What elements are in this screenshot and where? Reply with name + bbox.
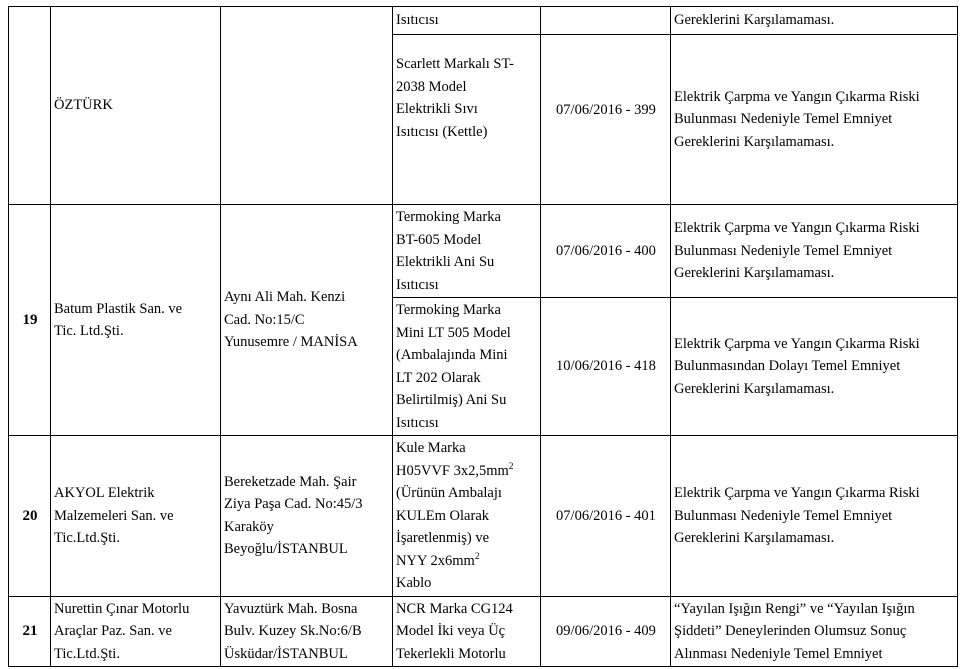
address-line: Cad. No:15/C [224, 311, 305, 328]
reason-cell [671, 298, 958, 436]
firm-cell [51, 205, 221, 436]
reason-cell [671, 35, 958, 205]
product-line: Termoking Marka [396, 302, 501, 318]
firm-line: Tic.Ltd.Şti. [54, 530, 120, 546]
product-line: Scarlett Markalı ST- [396, 56, 514, 72]
reason-line: Elektrik Çarpma ve Yangın Çıkarma Riski [674, 88, 920, 105]
row-number-cell [9, 7, 51, 205]
product-line-text: H05VVF 3x2,5mm [396, 462, 509, 479]
decision-date: 09/06/2016 - 409 [556, 623, 656, 639]
reason-line: Elektrik Çarpma ve Yangın Çıkarma Riski [674, 220, 920, 237]
reason-line: Elektrik Çarpma ve Yangın Çıkarma Riski [674, 335, 920, 352]
product-line: Tekerlekli Motorlu [396, 645, 506, 662]
row-number: 19 [22, 311, 38, 328]
reason-cell [671, 436, 958, 597]
product-cell [393, 436, 541, 597]
product-cell [393, 298, 541, 436]
product-line: İşaretlenmiş) ve [396, 530, 490, 546]
product-line: Kablo [396, 575, 432, 591]
date-cell [541, 596, 671, 667]
product-name: Isıtıcısı [396, 12, 439, 29]
product-line [396, 550, 538, 573]
address-cell [221, 205, 393, 436]
reason-cell [671, 205, 958, 298]
row-number: 21 [22, 623, 38, 639]
reason-line: Şiddeti” Deneylerinden Olumsuz Sonuç [674, 623, 907, 639]
product-line: KULEm Olarak [396, 507, 490, 524]
decision-date: 07/06/2016 - 399 [556, 102, 656, 118]
firm-line: Malzemeleri San. ve [54, 507, 174, 524]
firm-line: Tic.Ltd.Şti. [54, 645, 120, 662]
date-cell [541, 7, 671, 35]
date-cell [541, 298, 671, 436]
product-line: Belirtilmiş) Ani Su [396, 392, 507, 408]
row-number: 20 [22, 507, 38, 524]
firm-cell [51, 596, 221, 667]
product-line: NCR Marka CG124 [396, 600, 513, 617]
firm-line: AKYOL Elektrik [54, 485, 155, 501]
decision-date: 07/06/2016 - 400 [556, 242, 656, 259]
product-line: (Ürünün Ambalajı [396, 485, 502, 501]
address-line: Aynı Ali Mah. Kenzi [224, 289, 346, 306]
row-number-cell [9, 205, 51, 436]
product-line: Model İki veya Üç [396, 623, 506, 639]
product-line: BT-605 Model [396, 231, 482, 248]
reason-line: Bulunması Nedeniyle Temel Emniyet [674, 111, 893, 128]
product-line: Kule Marka [396, 440, 466, 456]
reason-line: Gereklerini Karşılamaması. [674, 265, 835, 282]
table-row [9, 205, 958, 298]
product-cell [393, 205, 541, 298]
product-cell [393, 596, 541, 667]
firm-line: Tic. Ltd.Şti. [54, 323, 124, 339]
product-cell [393, 7, 541, 35]
address-line: Yunusemre / MANİSA [224, 334, 358, 351]
recall-table [8, 6, 958, 667]
address-line: Ziya Paşa Cad. No:45/3 [224, 496, 363, 513]
reason-text: Gereklerini Karşılamaması. [674, 12, 835, 29]
product-line: Elektrikli Sıvı [396, 101, 478, 117]
product-line: Isıtıcısı (Kettle) [396, 123, 488, 140]
table-row [9, 436, 958, 597]
firm-cell [51, 436, 221, 597]
date-cell [541, 436, 671, 597]
reason-cell [671, 596, 958, 667]
address-line: Beyoğlu/İSTANBUL [224, 541, 348, 558]
table-row [9, 596, 958, 667]
superscript: 2 [508, 461, 514, 472]
address-cell [221, 596, 393, 667]
product-line: 2038 Model [396, 78, 467, 95]
address-line: Bereketzade Mah. Şair [224, 473, 357, 490]
product-line: Isıtıcısı [396, 276, 439, 293]
superscript: 2 [474, 551, 480, 562]
reason-cell [671, 7, 958, 35]
row-number-cell [9, 596, 51, 667]
reason-line: Bulunması Nedeniyle Temel Emniyet [674, 242, 893, 259]
product-line: Isıtıcısı [396, 414, 439, 431]
product-line: Termoking Marka [396, 209, 501, 225]
product-line-text: NYY 2x6mm [396, 552, 475, 569]
reason-line: Bulunması Nedeniyle Temel Emniyet [674, 507, 893, 524]
product-line: (Ambalajında Mini [396, 347, 508, 363]
reason-line: Gereklerini Karşılamaması. [674, 133, 835, 150]
table-row [9, 7, 958, 35]
reason-line: Gereklerini Karşılamaması. [674, 380, 835, 397]
reason-line: “Yayılan Işığın Rengi” ve “Yayılan Işığın [674, 600, 915, 617]
decision-date: 10/06/2016 - 418 [556, 358, 656, 375]
product-line [396, 460, 538, 483]
firm-line: Araçlar Paz. San. ve [54, 623, 172, 639]
product-cell [393, 35, 541, 205]
firm-line: Nurettin Çınar Motorlu [54, 600, 190, 617]
reason-line: Gereklerini Karşılamaması. [674, 530, 835, 546]
address-cell [221, 436, 393, 597]
firm-name: ÖZTÜRK [54, 97, 113, 114]
product-line: LT 202 Olarak [396, 369, 481, 386]
product-line: Elektrikli Ani Su [396, 254, 495, 270]
firm-line: Batum Plastik San. ve [54, 300, 183, 317]
date-cell [541, 205, 671, 298]
reason-line: Alınması Nedeniyle Temel Emniyet [674, 645, 883, 662]
reason-line: Bulunmasından Dolayı Temel Emniyet [674, 358, 901, 375]
decision-date: 07/06/2016 - 401 [556, 507, 656, 524]
address-line: Yavuztürk Mah. Bosna [224, 600, 358, 617]
address-cell [221, 7, 393, 205]
product-line: Mini LT 505 Model [396, 324, 511, 341]
row-number-cell [9, 436, 51, 597]
reason-line: Elektrik Çarpma ve Yangın Çıkarma Riski [674, 485, 920, 501]
address-line: Bulv. Kuzey Sk.No:6/B [224, 623, 362, 639]
address-line: Üsküdar/İSTANBUL [224, 645, 348, 662]
firm-cell [51, 7, 221, 205]
address-line: Karaköy [224, 518, 274, 535]
date-cell [541, 35, 671, 205]
